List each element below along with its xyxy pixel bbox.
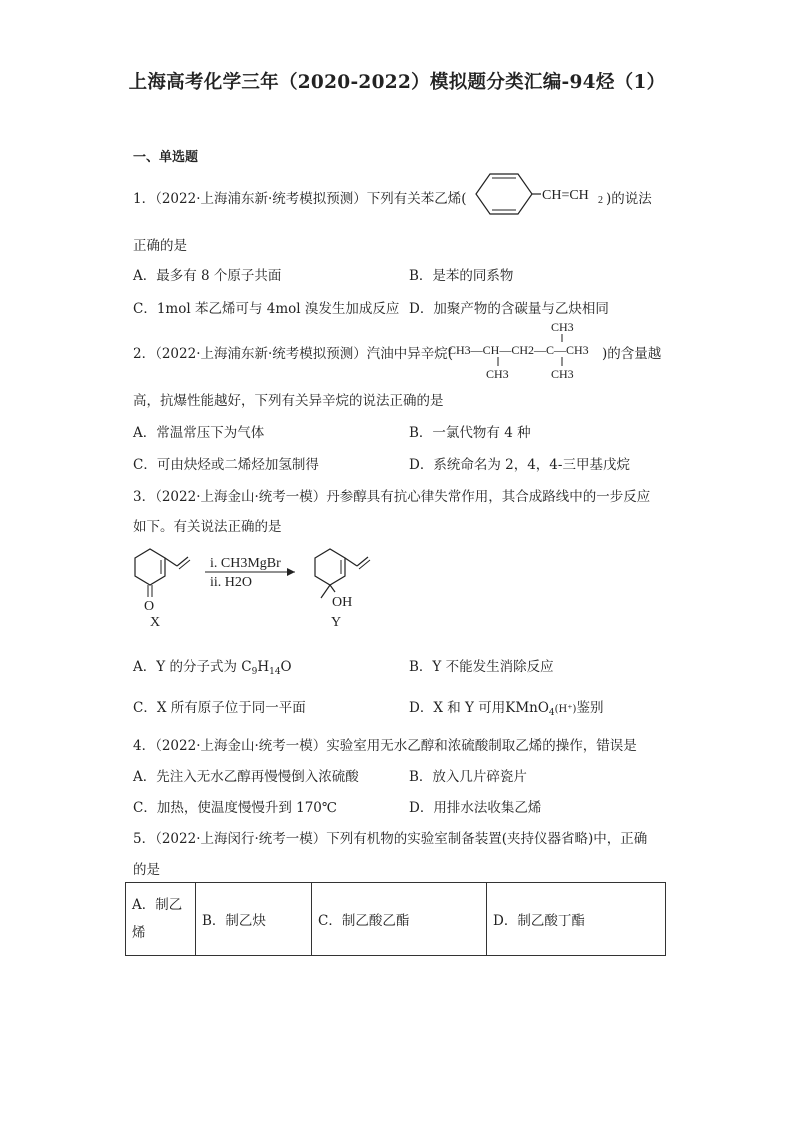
q3-option-d-prefix: D．X 和 Y 可用 (409, 700, 506, 716)
q3-option-d-reagent: KMnO (505, 700, 549, 716)
table-row (126, 883, 666, 956)
q1-option-b: B．是苯的同系物 (409, 268, 514, 284)
q1-stem-suffix: )的说法 (606, 191, 652, 207)
q3-option-a-o: O (280, 659, 292, 675)
styrene-substituent-subscript: 2 (598, 195, 603, 206)
q5-cell-a (126, 883, 196, 956)
q3-option-d (409, 696, 603, 718)
q5-cell-c: C．制乙酸乙酯 (312, 883, 487, 956)
section-heading: 一、单选题 (133, 150, 199, 165)
q3-option-d-suffix: 鉴别 (576, 700, 604, 716)
q5-stem-line2: 的是 (133, 862, 160, 878)
q4-option-d: D．用排水法收集乙烯 (409, 800, 542, 816)
reaction-scheme (125, 540, 395, 630)
q2-stem-line2: 高，抗爆性能越好，下列有关异辛烷的说法正确的是 (133, 393, 444, 409)
q3-option-d-acid: (H⁺) (554, 704, 577, 715)
q3-option-a-h: H (257, 659, 270, 675)
q3-option-b: B．Y 不能发生消除反应 (409, 659, 554, 675)
q4-stem: 4．（2022·上海金山·统考一模）实验室用无水乙醇和浓硫酸制取乙烯的操作，错误是 (133, 738, 637, 754)
q1-stem-line2: 正确的是 (133, 238, 187, 254)
q5-cell-b: B．制乙炔 (196, 883, 312, 956)
isooctane-branch-ch3: CH3 (486, 367, 509, 381)
q1-option-a: A．最多有 8 个原子共面 (133, 268, 282, 284)
q1-option-d: D．加聚产物的含碳量与乙炔相同 (409, 301, 609, 317)
isooctane-top-ch3: CH3 (551, 320, 574, 334)
q2-option-c: C．可由炔烃或二烯烃加氢制得 (133, 457, 319, 473)
q3-option-a-sub-c: 9 (251, 667, 258, 677)
isooctane-bottom-ch3: CH3 (551, 367, 574, 381)
ketone-oxygen: O (144, 599, 155, 614)
q4-option-a: A．先注入无水乙醇再慢慢倒入浓硫酸 (133, 769, 359, 785)
label-y: Y (331, 615, 342, 630)
q3-option-d-sub: 4 (548, 708, 555, 718)
q2-stem-suffix: )的含量越 (602, 346, 662, 362)
q5-options-table (125, 882, 666, 956)
reagent-step2: ii. H2O (210, 575, 252, 590)
q5-stem-line1: 5．（2022·上海闵行·统考一模）下列有机物的实验室制备装置(夹持仪器省略)中，正确 (133, 831, 648, 847)
q3-option-a (133, 655, 292, 677)
q2-option-a: A．常温常压下为气体 (133, 425, 265, 441)
q3-stem-line2: 如下。有关说法正确的是 (133, 519, 282, 535)
page-title: 上海高考化学三年（2020-2022）模拟题分类汇编-94烃（1） (128, 72, 666, 93)
isooctane-main-chain: CH3—CH—CH2—C—CH3 (448, 343, 589, 357)
q3-option-a-prefix: A．Y 的分子式为 C (133, 659, 252, 675)
q3-option-a-sub-h: 14 (269, 667, 281, 677)
q3-stem-line1: 3．（2022·上海金山·统考一模）丹参醇具有抗心律失常作用，其合成路线中的一步反应 (133, 489, 651, 505)
hydroxyl-group: OH (332, 595, 353, 610)
q2-option-d: D．系统命名为 2，4，4-三甲基戊烷 (409, 457, 630, 473)
reagent-step1: i. CH3MgBr (210, 556, 281, 571)
q1-option-c: C．1mol 苯乙烯可与 4mol 溴发生加成反应 (133, 301, 400, 317)
q4-option-c: C．加热，使温度慢慢升到 170℃ (133, 800, 337, 816)
q4-option-b: B．放入几片碎瓷片 (409, 769, 527, 785)
styrene-substituent: CH=CH (542, 188, 589, 203)
q2-stem-prefix: 2．（2022·上海浦东新·统考模拟预测）汽油中异辛烷( (133, 346, 454, 362)
styrene-structure (462, 168, 622, 220)
isooctane-structure (448, 318, 604, 382)
label-x: X (150, 615, 161, 630)
q1-stem-prefix: 1．（2022·上海浦东新·统考模拟预测）下列有关苯乙烯( (133, 191, 467, 207)
q5-cell-a-line1: A．制乙 (132, 897, 183, 913)
q5-cell-a-line2: 烯 (132, 925, 146, 941)
q5-cell-d: D．制乙酸丁酯 (487, 883, 666, 956)
q2-option-b: B．一氯代物有 4 种 (409, 425, 531, 441)
q3-option-c: C．X 所有原子位于同一平面 (133, 700, 306, 716)
